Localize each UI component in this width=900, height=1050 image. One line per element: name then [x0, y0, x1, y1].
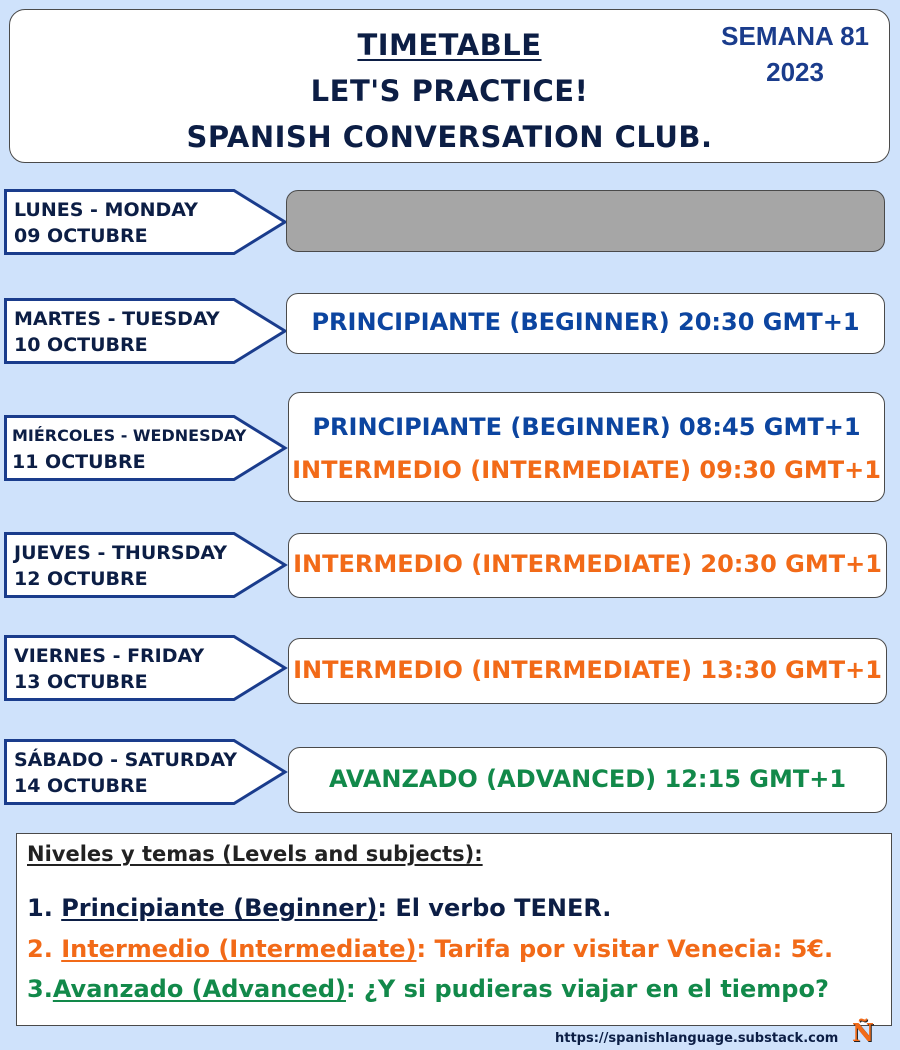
day-text [14, 747, 237, 799]
page-title: TIMETABLE [357, 28, 542, 62]
day-text [14, 643, 204, 695]
level-number: 2. [27, 935, 53, 963]
page-subtitle: LET'S PRACTICE! [310, 74, 589, 108]
day-label-friday [4, 635, 288, 701]
level-name: Avanzado (Advanced) [52, 975, 346, 1003]
day-name: MARTES - TUESDAY [14, 308, 220, 330]
session-box-wednesday [288, 392, 885, 502]
day-date: 14 OCTUBRE [14, 775, 148, 797]
day-label-wednesday [4, 415, 288, 481]
day-name: JUEVES - THURSDAY [14, 542, 227, 564]
session-beginner: PRINCIPIANTE (BEGINNER) 20:30 GMT+1 [311, 308, 860, 336]
session-intermediate: INTERMEDIO (INTERMEDIATE) 09:30 GMT+1 [292, 456, 881, 484]
day-name: MIÉRCOLES - WEDNESDAY [12, 426, 247, 445]
level-topic: : El verbo TENER. [377, 894, 612, 922]
day-name: VIERNES - FRIDAY [14, 645, 205, 667]
day-label-tuesday [4, 298, 288, 364]
week-year: 2023 [766, 57, 824, 87]
day-label-thursday [4, 532, 288, 598]
session-box-monday-empty [286, 190, 885, 252]
day-text [12, 423, 246, 475]
session-box-thursday [288, 533, 887, 598]
level-item-advanced [27, 975, 829, 1003]
level-item-beginner [27, 894, 611, 922]
level-name: Principiante (Beginner) [61, 894, 378, 922]
levels-panel [16, 833, 892, 1026]
day-label-monday [4, 189, 288, 255]
session-intermediate: INTERMEDIO (INTERMEDIATE) 20:30 GMT+1 [293, 550, 882, 578]
week-label [721, 18, 869, 90]
day-date: 13 OCTUBRE [14, 671, 148, 693]
n-tilde-logo-icon: Ñ [852, 1018, 874, 1047]
level-topic: : Tarifa por visitar Venecia: 5€. [416, 935, 834, 963]
day-text [14, 306, 220, 358]
level-name: Intermedio (Intermediate) [61, 935, 417, 963]
day-label-saturday [4, 739, 288, 805]
level-topic: : ¿Y si pudieras viajar en el tiempo? [345, 975, 829, 1003]
levels-heading: Niveles y temas (Levels and subjects): [27, 842, 483, 866]
level-number: 1. [27, 894, 53, 922]
day-date: 09 OCTUBRE [14, 225, 148, 247]
level-number: 3. [27, 975, 53, 1003]
session-box-saturday [288, 747, 887, 813]
header-panel [9, 9, 890, 163]
day-date: 11 OCTUBRE [12, 451, 146, 473]
session-box-friday [288, 638, 887, 704]
footer-url-link[interactable]: https://spanishlanguage.substack.com [555, 1031, 839, 1046]
club-name: SPANISH CONVERSATION CLUB. [186, 120, 713, 154]
day-name: LUNES - MONDAY [14, 199, 198, 221]
day-name: SÁBADO - SATURDAY [14, 749, 237, 771]
session-intermediate: INTERMEDIO (INTERMEDIATE) 13:30 GMT+1 [293, 656, 882, 684]
day-text [14, 540, 227, 592]
day-date: 12 OCTUBRE [14, 568, 148, 590]
session-advanced: AVANZADO (ADVANCED) 12:15 GMT+1 [328, 765, 847, 793]
day-text [14, 197, 198, 249]
level-item-intermediate [27, 935, 833, 963]
week-number: SEMANA 81 [721, 21, 869, 51]
day-date: 10 OCTUBRE [14, 334, 148, 356]
session-box-tuesday [286, 293, 885, 354]
session-beginner: PRINCIPIANTE (BEGINNER) 08:45 GMT+1 [312, 413, 861, 441]
